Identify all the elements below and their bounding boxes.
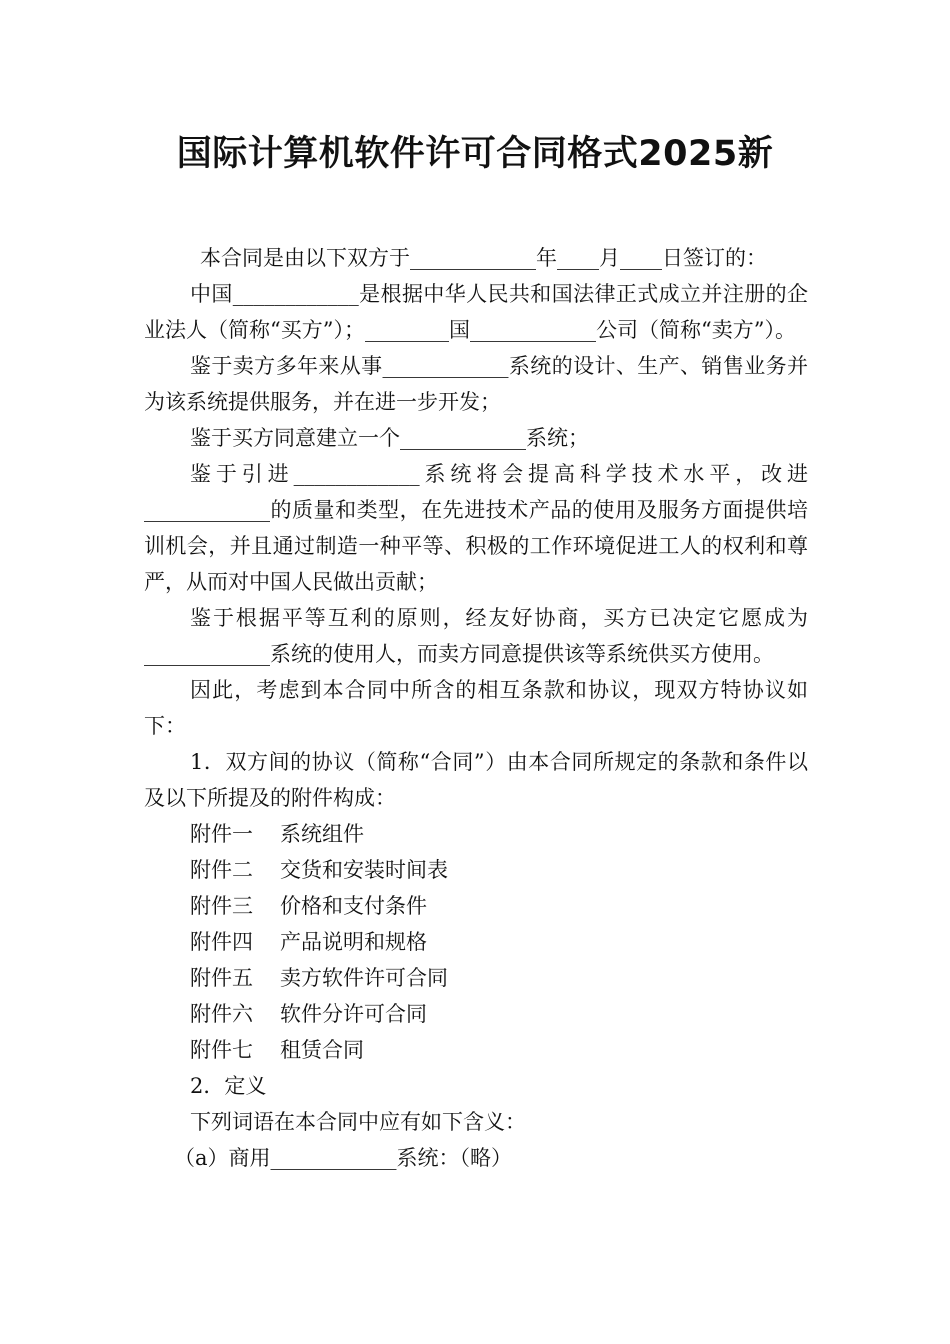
document-title: 国际计算机软件许可合同格式2025新	[176, 134, 774, 174]
annex-name: 卖方软件许可合同	[280, 966, 448, 990]
whereas-introduction-paragraph: 鉴于引进____________系统将会提高科学技术水平，改进____________的质量和类型，在先进技术产品的使用及服务方面提供培训机会，并且通过制造一种平等、积极的工作环境促进工人的权利和尊严，从而对中国人民做出贡献；	[144, 462, 808, 594]
annex-label: 附件五	[190, 966, 253, 990]
clause-1-paragraph: 1．双方间的协议（简称“合同”）由本合同所规定的条款和条件以及以下所提及的附件构成：	[144, 750, 808, 810]
annex-item	[144, 816, 808, 852]
annex-item	[144, 888, 808, 924]
definitions-intro: 下列词语在本合同中应有如下含义：	[190, 1110, 526, 1134]
therefore-paragraph: 因此，考虑到本合同中所含的相互条款和协议，现双方特协议如下：	[144, 678, 808, 738]
annex-item	[144, 924, 808, 960]
contract-body	[144, 240, 808, 1176]
annex-name: 交货和安装时间表	[280, 858, 448, 882]
definition-item-a: （a）商用____________系统：（略）	[174, 1146, 513, 1170]
annex-label: 附件六	[190, 1002, 253, 1026]
annex-item	[144, 852, 808, 888]
whereas-seller-paragraph: 鉴于卖方多年来从事____________系统的设计、生产、销售业务并为该系统提供服务，并在进一步开发；	[144, 354, 808, 414]
annex-name: 租赁合同	[280, 1038, 364, 1062]
whereas-buyer-paragraph: 鉴于买方同意建立一个____________系统；	[190, 426, 589, 450]
annex-label: 附件七	[190, 1038, 253, 1062]
annex-name: 软件分许可合同	[280, 1002, 427, 1026]
annex-label: 附件四	[190, 930, 253, 954]
whereas-principle-paragraph: 鉴于根据平等互利的原则，经友好协商，买方已决定它愿成为____________系统的使用人，而卖方同意提供该等系统供买方使用。	[144, 606, 808, 666]
annex-name: 产品说明和规格	[280, 930, 427, 954]
annex-list	[144, 816, 808, 1068]
annex-item	[144, 960, 808, 996]
opening-paragraph: 本合同是由以下双方于____________年____月____日签订的：	[200, 246, 767, 270]
parties-paragraph: 中国____________是根据中华人民共和国法律正式成立并注册的企业法人（简称“买方”）；________国____________公司（简称“卖方”）。	[144, 282, 808, 342]
annex-name: 价格和支付条件	[280, 894, 427, 918]
section-2-heading: 2．定义	[190, 1074, 267, 1098]
annex-name: 系统组件	[280, 822, 364, 846]
annex-item	[144, 996, 808, 1032]
annex-label: 附件一	[190, 822, 253, 846]
annex-item	[144, 1032, 808, 1068]
annex-label: 附件三	[190, 894, 253, 918]
annex-label: 附件二	[190, 858, 253, 882]
